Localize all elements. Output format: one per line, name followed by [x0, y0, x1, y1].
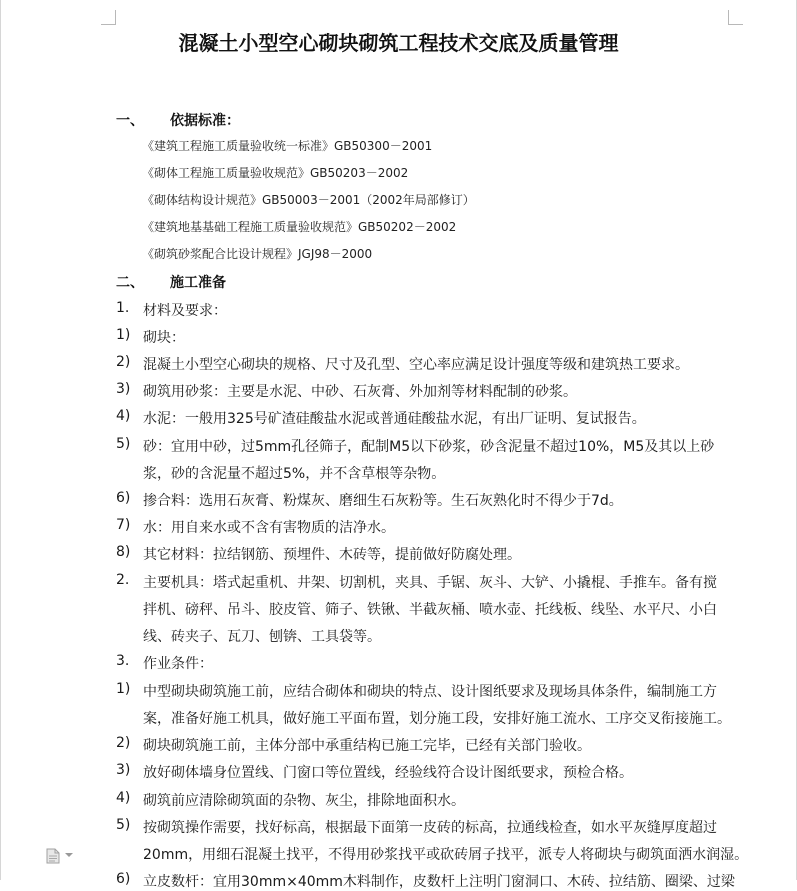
- item-text: 浆，砂的含泥量不超过5%，并不含草根等杂物。: [143, 466, 446, 482]
- item-number: 5): [116, 817, 131, 833]
- document-title: 混凝土小型空心砌块砌筑工程技术交底及质量管理: [178, 31, 619, 55]
- section-number: 一、: [116, 113, 144, 129]
- section-heading-1: [116, 110, 240, 130]
- item-text: 作业条件：: [143, 656, 213, 672]
- document-icon[interactable]: [46, 848, 60, 864]
- item-text: 水泥：一般用325号矿渣硅酸盐水泥或普通硅酸盐水泥，有出厂证明、复试报告。: [143, 411, 646, 427]
- section-number: 二、: [116, 275, 144, 291]
- item-number: 4): [116, 790, 131, 806]
- item-number: 3.: [116, 653, 130, 669]
- section-label: 依据标准：: [170, 113, 240, 129]
- page-left-edge: [0, 0, 1, 880]
- item-text: 中型砌块砌筑施工前，应结合砌体和砌块的特点、设计图纸要求及现场具体条件，编制施工方: [143, 684, 717, 700]
- item-text: 材料及要求：: [143, 303, 227, 319]
- item-text: 掺合料：选用石灰膏、粉煤灰、磨细生石灰粉等。生石灰熟化时不得少于7d。: [143, 493, 623, 509]
- standard-item: 《建筑工程施工质量验收统一标准》GB50300－2001: [142, 139, 433, 153]
- item-number: 1): [116, 327, 131, 343]
- item-number: 8): [116, 544, 131, 560]
- standard-item: 《砌筑砂浆配合比设计规程》JGJ98－2000: [142, 247, 373, 261]
- chevron-down-icon[interactable]: [65, 853, 73, 857]
- item-text: 20mm，用细石混凝土找平，不得用砂浆找平或砍砖屑子找平，派专人将砌块与砌筑面洒水润湿。: [143, 847, 749, 863]
- item-text: 水：用自来水或不含有害物质的洁净水。: [143, 520, 395, 536]
- standard-item: 《砌体工程施工质量验收规范》GB50203－2002: [142, 166, 409, 180]
- item-number: 3): [116, 381, 131, 397]
- item-text: 砌筑用砂浆：主要是水泥、中砂、石灰膏、外加剂等材料配制的砂浆。: [143, 384, 577, 400]
- section-label: 施工准备: [170, 275, 226, 291]
- standard-item: 《建筑地基基础工程施工质量验收规范》GB50202－2002: [142, 220, 457, 234]
- item-text: 混凝土小型空心砌块的规格、尺寸及孔型、空心率应满足设计强度等级和建筑热工要求。: [143, 357, 689, 373]
- item-text: 砌块：: [143, 330, 185, 346]
- item-number: 1): [116, 681, 131, 697]
- item-number: 6): [116, 871, 131, 887]
- item-text: 主要机具：塔式起重机、井架、切割机，夹具、手锯、灰斗、大铲、小撬棍、手推车。备有搅: [143, 575, 717, 591]
- item-text: 砌块砌筑施工前，主体分部中承重结构已施工完毕，已经有关部门验收。: [143, 738, 591, 754]
- item-number: 2): [116, 735, 131, 751]
- crop-mark-top-left: [101, 10, 116, 25]
- item-text: 立皮数杆：宜用30mm×40mm木料制作，皮数杆上注明门窗洞口、木砖、拉结筋、圈梁、过梁: [143, 874, 735, 890]
- item-text: 线、砖夹子、瓦刀、刨锛、工具袋等。: [143, 629, 381, 645]
- item-number: 7): [116, 517, 131, 533]
- item-text: 放好砌体墙身位置线、门窗口等位置线，经验线符合设计图纸要求，预检合格。: [143, 765, 633, 781]
- item-text: 拌机、磅秤、吊斗、胶皮管、筛子、铁锹、半截灰桶、喷水壶、托线板、线坠、水平尺、小白: [143, 602, 717, 618]
- item-number: 5): [116, 436, 131, 452]
- item-number: 6): [116, 490, 131, 506]
- item-text: 按砌筑操作需要，找好标高，根据最下面第一皮砖的标高，拉通线检查，如水平灰缝厚度超过: [143, 820, 717, 836]
- item-number: 3): [116, 762, 131, 778]
- item-text: 其它材料：拉结钢筋、预埋件、木砖等，提前做好防腐处理。: [143, 547, 521, 563]
- item-number: 1.: [116, 300, 130, 316]
- item-text: 砂：宜用中砂，过5mm孔径筛子，配制M5以下砂浆，砂含泥量不超过10%，M5及其以上砂: [143, 439, 715, 455]
- item-number: 4): [116, 408, 131, 424]
- item-number: 2.: [116, 572, 130, 588]
- section-heading-2: [116, 272, 226, 292]
- item-number: 2): [116, 354, 131, 370]
- item-text: 案，准备好施工机具，做好施工平面布置，划分施工段，安排好施工流水、工序交叉衔接施工。: [143, 711, 731, 727]
- standard-item: 《砌体结构设计规范》GB50003－2001（2002年局部修订）: [142, 193, 475, 207]
- crop-mark-top-right: [728, 10, 743, 25]
- item-text: 砌筑前应清除砌筑面的杂物、灰尘，排除地面积水。: [143, 793, 465, 809]
